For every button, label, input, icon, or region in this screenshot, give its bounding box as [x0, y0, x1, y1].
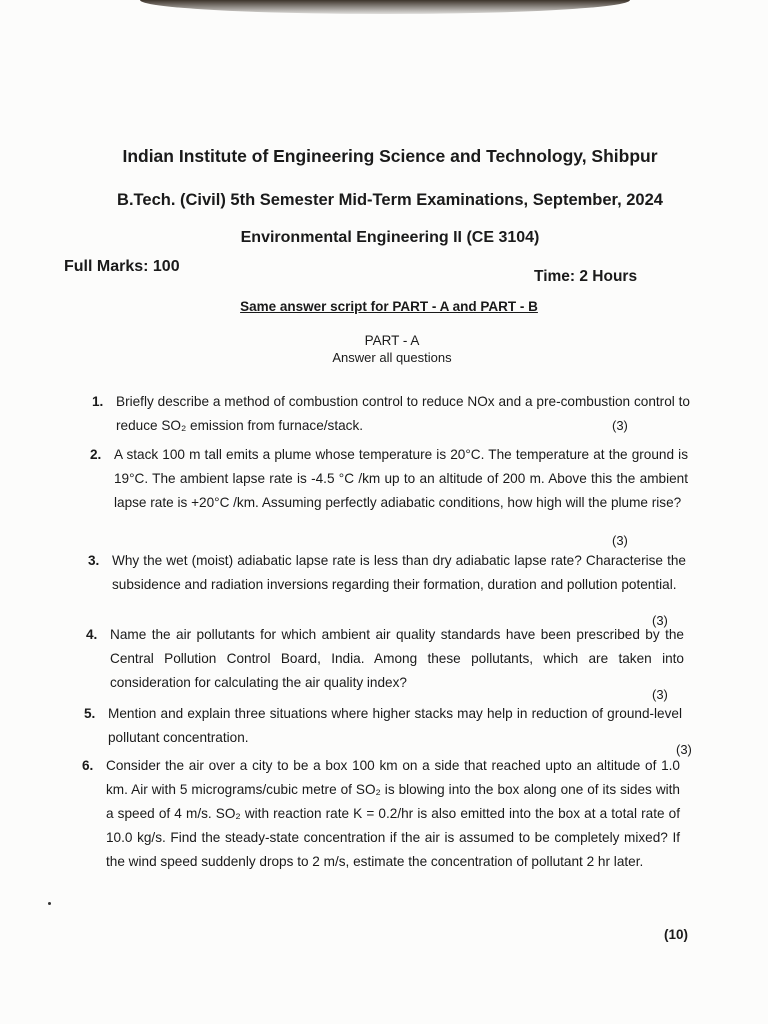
question-marks: (3) [652, 613, 668, 628]
question-number: 5. [84, 706, 96, 721]
scan-edge-shadow [140, 0, 630, 14]
question-number: 3. [88, 553, 100, 568]
question-text: Why the wet (moist) adiabatic lapse rate is less than dry adiabatic lapse rate? Characterise the subsidence and radiation inversions regarding their formation, duration and pollution potential. [112, 553, 686, 592]
question-text: A stack 100 m tall emits a plume whose temperature is 20°C. The temperature at the ground is 19°C. The ambient lapse rate is -4.5 °C /km up to an altitude of 200 m. Above this the ambient lapse rate is +20°C /km. Assuming perfectly adiabatic conditions, how high will the plume rise? [114, 447, 688, 510]
exam-time: Time: 2 Hours [534, 268, 638, 285]
question-number: 2. [90, 447, 102, 462]
question-marks: (3) [612, 418, 628, 433]
question-3 [88, 549, 700, 628]
exam-title: B.Tech. (Civil) 5th Semester Mid-Term Examinations, September, 2024 [117, 191, 663, 209]
question-text: Consider the air over a city to be a box 100 km on a side that reached upto an altitude of 1.0 km. Air with 5 micrograms/cubic metre of SO₂ is blowing into the box along one of its sides with a speed of 4 m/s. SO₂ with reaction rate K = 0.2/hr is also emitted into the box at a total rate of 10.0 kg/s. Find the steady-state concentration if the air is assumed to be completely mixed? If the wind speed suddenly drops to 2 m/s, estimate the concentration of pollutant 2 hr later. [106, 758, 680, 869]
institute-name: Indian Institute of Engineering Science and Technology, Shibpur [122, 146, 658, 166]
question-marks: (3) [652, 687, 668, 702]
question-text: Name the air pollutants for which ambient air quality standards have been prescribed by the Central Pollution Control Board, India. Among these pollutants, which are taken into consideration for calculating the air quality index? [110, 627, 684, 690]
question-6 [82, 754, 700, 904]
question-2 [90, 443, 700, 548]
question-marks: (3) [676, 742, 692, 757]
question-4 [86, 623, 700, 702]
question-5 [84, 702, 700, 758]
question-marks: (3) [612, 533, 628, 548]
question-number: 6. [82, 758, 94, 773]
question-number: 4. [86, 627, 98, 642]
question-number: 1. [92, 394, 104, 409]
question-text: Briefly describe a method of combustion control to reduce NOx and a pre-combustion control to reduce SO₂ emission from furnace/stack. [116, 394, 690, 433]
answer-script-note: Same answer script for PART - A and PART - B [240, 299, 538, 314]
question-6-marks: (10) [664, 927, 689, 942]
full-marks: Full Marks: 100 [64, 258, 180, 275]
part-instruction: Answer all questions [332, 350, 452, 365]
question-1 [92, 390, 702, 438]
stray-mark [48, 902, 51, 905]
course-title: Environmental Engineering II (CE 3104) [240, 229, 540, 246]
part-title: PART - A [364, 333, 420, 348]
question-text: Mention and explain three situations where higher stacks may help in reduction of ground-level pollutant concentration. [108, 706, 682, 745]
